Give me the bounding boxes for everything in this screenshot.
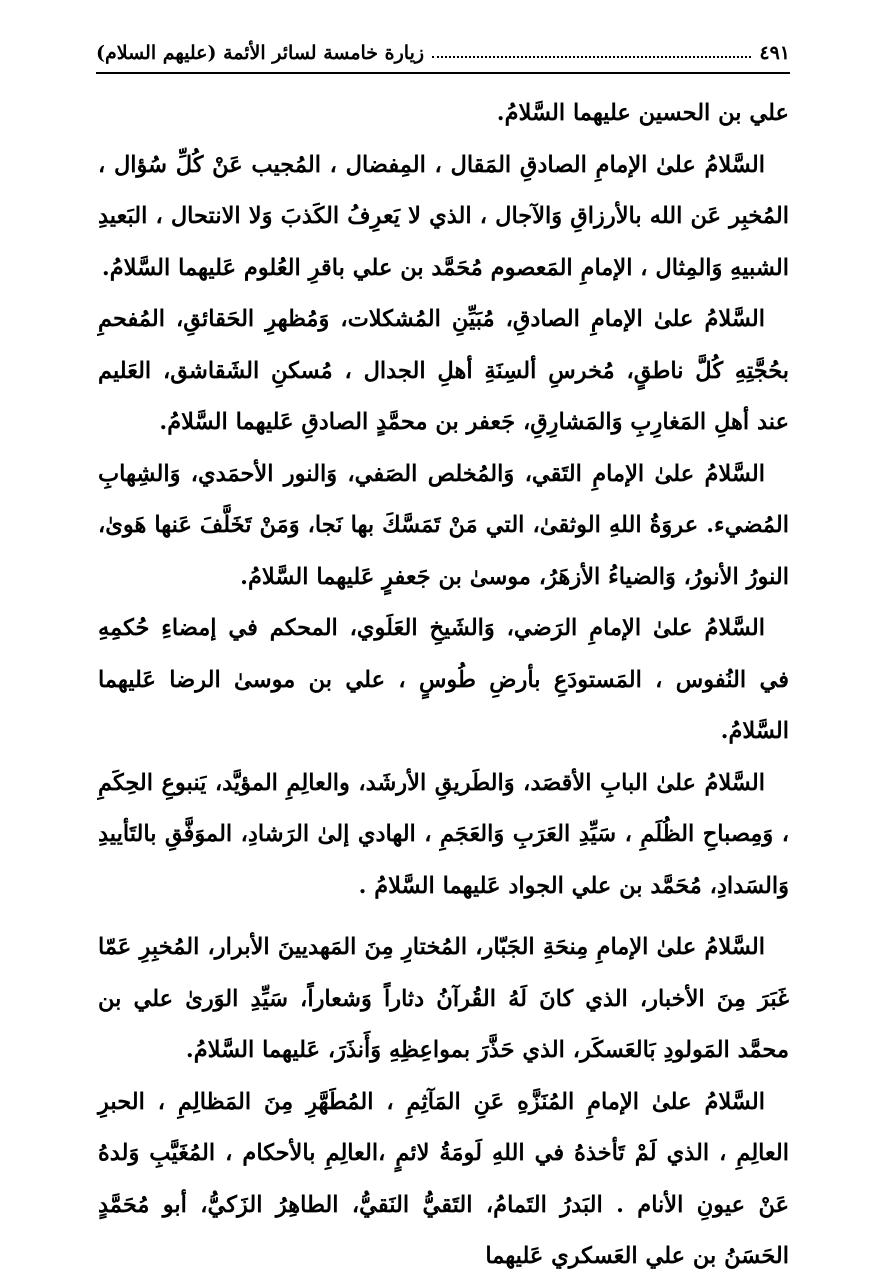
- paragraph: السَّلامُ علىٰ البابِ الأقصَد، وَالطَريقِ الأرشَد، والعالِمِ المؤيَّد، يَنبوعِ الحِكَمِ ، وَمِصباحِ الظُلَمِ ، سَيِّدِ العَرَبِ وَالعَجَمِ ، الهادي إلىٰ الرَشادِ، الموَفَّقِ بالتَأييدِ وَالسَدادِ، مُحَمَّد بن علي الجواد عَليهما السَّلامُ .: [98, 769, 789, 899]
- paragraph: السَّلامُ علىٰ الإمامِ المُنَزَّهِ عَنِ المَآثِمِ ، المُطَهَّرِ مِنَ المَظالِمِ ، الحبرِ العالِمِ ، الذي لَمْ تَأخذهُ في اللهِ لَومَةُ لائمٍ ،العالِمِ بالأحكام ، المُغَيَّبِ وَلدهُ عَنْ عيونِ الأنام . البَدرُ التَمامُ، التَقيُّ النَقيُّ، الطاهِرُ الزَكيُّ، أبو مُحَمَّدٍ الحَسَنُ بن علي العَسكري عَليهما: [98, 1088, 789, 1269]
- paragraph: السَّلامُ علىٰ الإمامِ الصادقِ المَقال ، المِفضال ، المُجيب عَنْ كُلِّ سُؤال ، المُخبِر عَن الله بالأرزاقِ وَالآجال ، الذي لا يَعرِفُ الكَذبَ وَلا الانتحال ، البَعيدِ الشبيهِ وَالمِثال ، الإمامِ المَعصوم مُحَمَّد بن علي باقرِ العُلوم عَليهما السَّلامُ.: [98, 151, 789, 281]
- paragraph: السَّلامُ علىٰ الإمامِ التَقي، وَالمُخلص الصَفي، وَالنور الأحمَدي، وَالشِهابِ المُضيء. عروَةُ اللهِ الوثقىٰ، التي مَنْ تَمَسَّكَ بها نَجا، وَمَنْ تَخَلَّفَ عَنها هَوىٰ، النورُ الأنورُ، وَالضياءُ الأزهَرُ، موسىٰ بن جَعفرٍ عَليهما السَّلامُ.: [98, 460, 789, 590]
- running-header: [96, 34, 790, 64]
- paragraph: السَّلامُ علىٰ الإمامِ مِنحَةِ الجَبّار، المُختارِ مِنَ المَهديينَ الأبرار، المُخبِرِ عَمّا غَبَرَ مِنَ الأخبار، الذي كانَ لَهُ القُرآنُ دثاراً وَشعاراً، سَيِّدِ الوَرىٰ علي بن محمَّد المَولودِ بَالعَسكَر، الذي حَذَّرَ بمواعِظِهِ وَأَنذَرَ، عَليهما السَّلامُ.: [98, 934, 789, 1063]
- paragraph: السَّلامُ علىٰ الإمامِ الرَضي، وَالشَيخِ العَلَوي، المحكم في إمضاءِ حُكمِهِ في النُفوس ، المَستودَعِ بأرضِ طُوسٍ ، علي بن موسىٰ الرضا عَليهما السَّلامُ.: [98, 615, 789, 744]
- header-dot-leader: [432, 56, 751, 58]
- page-number: ٤٩١: [759, 42, 790, 64]
- body-text: [98, 88, 789, 1283]
- paragraph: السَّلامُ علىٰ الإمامِ الصادقِ، مُبَيِّنِ المُشكلات، وَمُظهرِ الحَقائقِ، المُفحمِ بحُجَّتِهِ كُلَّ ناطقٍ، مُخرسِ ألسِنَةِ أهلِ الجدال ، مُسكنِ الشَقاشق، العَليم عند أهلِ المَغارِبِ وَالمَشارِقِ، جَعفر بن محمَّدٍ الصادقِ عَليهما السَّلامُ.: [98, 306, 789, 435]
- paragraph: علي بن الحسين عليهما السَّلامُ.: [496, 100, 789, 126]
- running-header-title: زيارة خامسة لسائر الأئمة (عليهم السلام): [96, 42, 425, 64]
- header-rule: [96, 72, 790, 74]
